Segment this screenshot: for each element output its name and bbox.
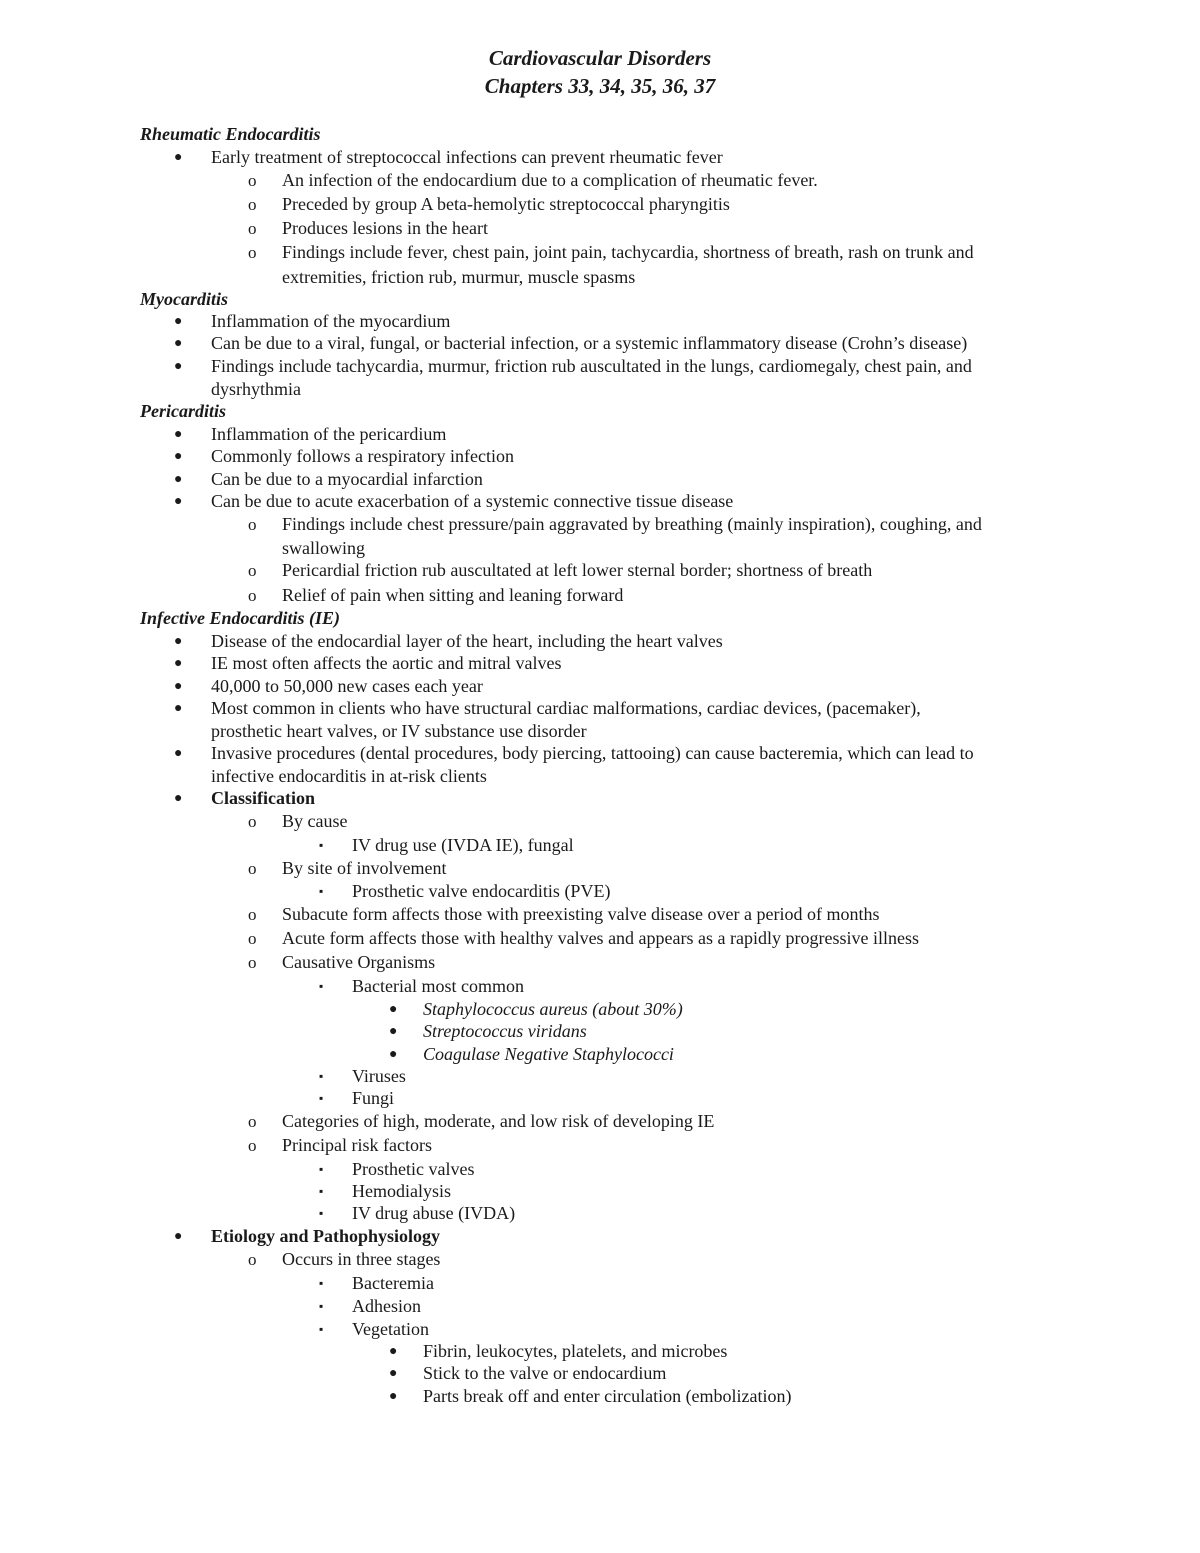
list-item-continuation: swallowing	[282, 538, 365, 558]
bullet-marker: ●	[174, 634, 183, 649]
list-item: ● Can be due to a viral, fungal, or bacterial infection, or a systemic inflammatory disease (Crohn’s disease)	[174, 333, 968, 353]
bullet-marker: ●	[389, 1002, 398, 1017]
bullet-marker: ●	[174, 679, 183, 694]
list-item: ● Stick to the valve or endocardium	[389, 1363, 667, 1383]
subheading-classification: ● Classification	[174, 788, 316, 808]
circle-marker: o	[248, 195, 257, 214]
list-item: ▪ Fungi	[319, 1088, 395, 1108]
list-item-continuation: infective endocarditis in at-risk clients	[211, 766, 487, 786]
circle-marker: o	[248, 953, 257, 972]
list-item: o Categories of high, moderate, and low risk of developing IE	[248, 1111, 715, 1131]
list-item: ● Staphylococcus aureus (about 30%)	[389, 999, 683, 1019]
list-item-continuation: prosthetic heart valves, or IV substance use disorder	[211, 721, 587, 741]
circle-marker: o	[248, 586, 257, 605]
list-item: o Findings include fever, chest pain, joint pain, tachycardia, shortness of breath, rash on trunk and	[248, 242, 974, 262]
bullet-marker: ●	[174, 494, 183, 509]
circle-marker: o	[248, 1112, 257, 1131]
list-item: ● IE most often affects the aortic and mitral valves	[174, 653, 562, 673]
list-item: ● 40,000 to 50,000 new cases each year	[174, 676, 483, 696]
bullet-marker: ●	[389, 1024, 398, 1039]
list-item: ● Fibrin, leukocytes, platelets, and microbes	[389, 1341, 728, 1361]
list-item: ▪ IV drug abuse (IVDA)	[319, 1203, 516, 1223]
bullet-marker: ●	[389, 1344, 398, 1359]
bullet-marker: ●	[174, 791, 183, 806]
list-item: o Occurs in three stages	[248, 1249, 441, 1269]
list-item: ● Coagulase Negative Staphylococci	[389, 1044, 674, 1064]
list-item: o Pericardial friction rub auscultated at left lower sternal border; shortness of breath	[248, 560, 873, 580]
bullet-marker: ●	[174, 427, 183, 442]
square-marker: ▪	[319, 1276, 324, 1290]
list-item: ▪ Bacteremia	[319, 1273, 434, 1293]
section-heading-rheumatic: Rheumatic Endocarditis	[140, 124, 321, 144]
circle-marker: o	[248, 1136, 257, 1155]
list-item: o Acute form affects those with healthy valves and appears as a rapidly progressive illness	[248, 928, 919, 948]
list-item: ● Findings include tachycardia, murmur, friction rub auscultated in the lungs, cardiomegaly, chest pain, and	[174, 356, 972, 376]
bullet-marker: ●	[389, 1366, 398, 1381]
list-item: o Findings include chest pressure/pain aggravated by breathing (mainly inspiration), coughing, and	[248, 514, 982, 534]
list-item: o By cause	[248, 811, 348, 831]
list-item: o An infection of the endocardium due to a complication of rheumatic fever.	[248, 170, 818, 190]
circle-marker: o	[248, 1250, 257, 1269]
list-item-continuation: extremities, friction rub, murmur, muscle spasms	[282, 267, 636, 287]
list-item: o By site of involvement	[248, 858, 447, 878]
bullet-marker: ●	[174, 746, 183, 761]
square-marker: ▪	[319, 1184, 324, 1198]
bullet-marker: ●	[174, 150, 183, 165]
list-item: ▪ IV drug use (IVDA IE), fungal	[319, 835, 574, 855]
bullet-marker: ●	[174, 314, 183, 329]
section-heading-pericarditis: Pericarditis	[140, 401, 226, 421]
circle-marker: o	[248, 561, 257, 580]
document-title: Cardiovascular Disorders	[488, 46, 712, 70]
square-marker: ▪	[319, 1162, 324, 1176]
circle-marker: o	[248, 859, 257, 878]
bullet-marker: ●	[174, 336, 183, 351]
bullet-marker: ●	[174, 1229, 183, 1244]
bullet-marker: ●	[389, 1047, 398, 1062]
circle-marker: o	[248, 171, 257, 190]
document-subtitle: Chapters 33, 34, 35, 36, 37	[484, 74, 716, 98]
list-item: ● Streptococcus viridans	[389, 1021, 587, 1041]
list-item: ● Can be due to a myocardial infarction	[174, 469, 483, 489]
list-item: ● Most common in clients who have structural cardiac malformations, cardiac devices, (pacemaker),	[174, 698, 921, 718]
circle-marker: o	[248, 905, 257, 924]
list-item: ● Can be due to acute exacerbation of a systemic connective tissue disease	[174, 491, 734, 511]
circle-marker: o	[248, 219, 257, 238]
bullet-marker: ●	[174, 359, 183, 374]
list-item: ▪ Hemodialysis	[319, 1181, 451, 1201]
square-marker: ▪	[319, 979, 324, 993]
list-item: ▪ Prosthetic valves	[319, 1159, 475, 1179]
circle-marker: o	[248, 812, 257, 831]
list-item: ● Commonly follows a respiratory infection	[174, 446, 514, 466]
list-item: o Causative Organisms	[248, 952, 436, 972]
circle-marker: o	[248, 515, 257, 534]
bullet-marker: ●	[174, 472, 183, 487]
square-marker: ▪	[319, 884, 324, 898]
list-item: ● Parts break off and enter circulation (embolization)	[389, 1386, 792, 1406]
list-item-continuation: dysrhythmia	[211, 379, 301, 399]
circle-marker: o	[248, 929, 257, 948]
list-item: ▪ Viruses	[319, 1066, 406, 1086]
list-item: ▪ Prosthetic valve endocarditis (PVE)	[319, 881, 611, 901]
list-item: o Principal risk factors	[248, 1135, 432, 1155]
list-item: ● Early treatment of streptococcal infections can prevent rheumatic fever	[174, 147, 723, 167]
list-item: o Relief of pain when sitting and leaning forward	[248, 585, 624, 605]
section-heading-infective-endocarditis: Infective Endocarditis (IE)	[140, 608, 340, 628]
list-item: ● Inflammation of the myocardium	[174, 311, 451, 331]
list-item: o Subacute form affects those with preexisting valve disease over a period of months	[248, 904, 880, 924]
list-item: ● Invasive procedures (dental procedures, body piercing, tattooing) can cause bacteremia, which can lead to	[174, 743, 974, 763]
bullet-marker: ●	[174, 701, 183, 716]
section-heading-myocarditis: Myocarditis	[140, 289, 228, 309]
subheading-etiology: ● Etiology and Pathophysiology	[174, 1226, 441, 1246]
square-marker: ▪	[319, 1206, 324, 1220]
square-marker: ▪	[319, 1299, 324, 1313]
square-marker: ▪	[319, 1091, 324, 1105]
bullet-marker: ●	[174, 449, 183, 464]
list-item: ● Inflammation of the pericardium	[174, 424, 447, 444]
square-marker: ▪	[319, 1069, 324, 1083]
list-item: o Preceded by group A beta-hemolytic streptococcal pharyngitis	[248, 194, 730, 214]
square-marker: ▪	[319, 838, 324, 852]
list-item: ▪ Vegetation	[319, 1319, 429, 1339]
list-item: o Produces lesions in the heart	[248, 218, 488, 238]
bullet-marker: ●	[389, 1389, 398, 1404]
square-marker: ▪	[319, 1322, 324, 1336]
list-item: ▪ Adhesion	[319, 1296, 421, 1316]
list-item: ▪ Bacterial most common	[319, 976, 524, 996]
bullet-marker: ●	[174, 656, 183, 671]
circle-marker: o	[248, 243, 257, 262]
list-item: ● Disease of the endocardial layer of the heart, including the heart valves	[174, 631, 723, 651]
